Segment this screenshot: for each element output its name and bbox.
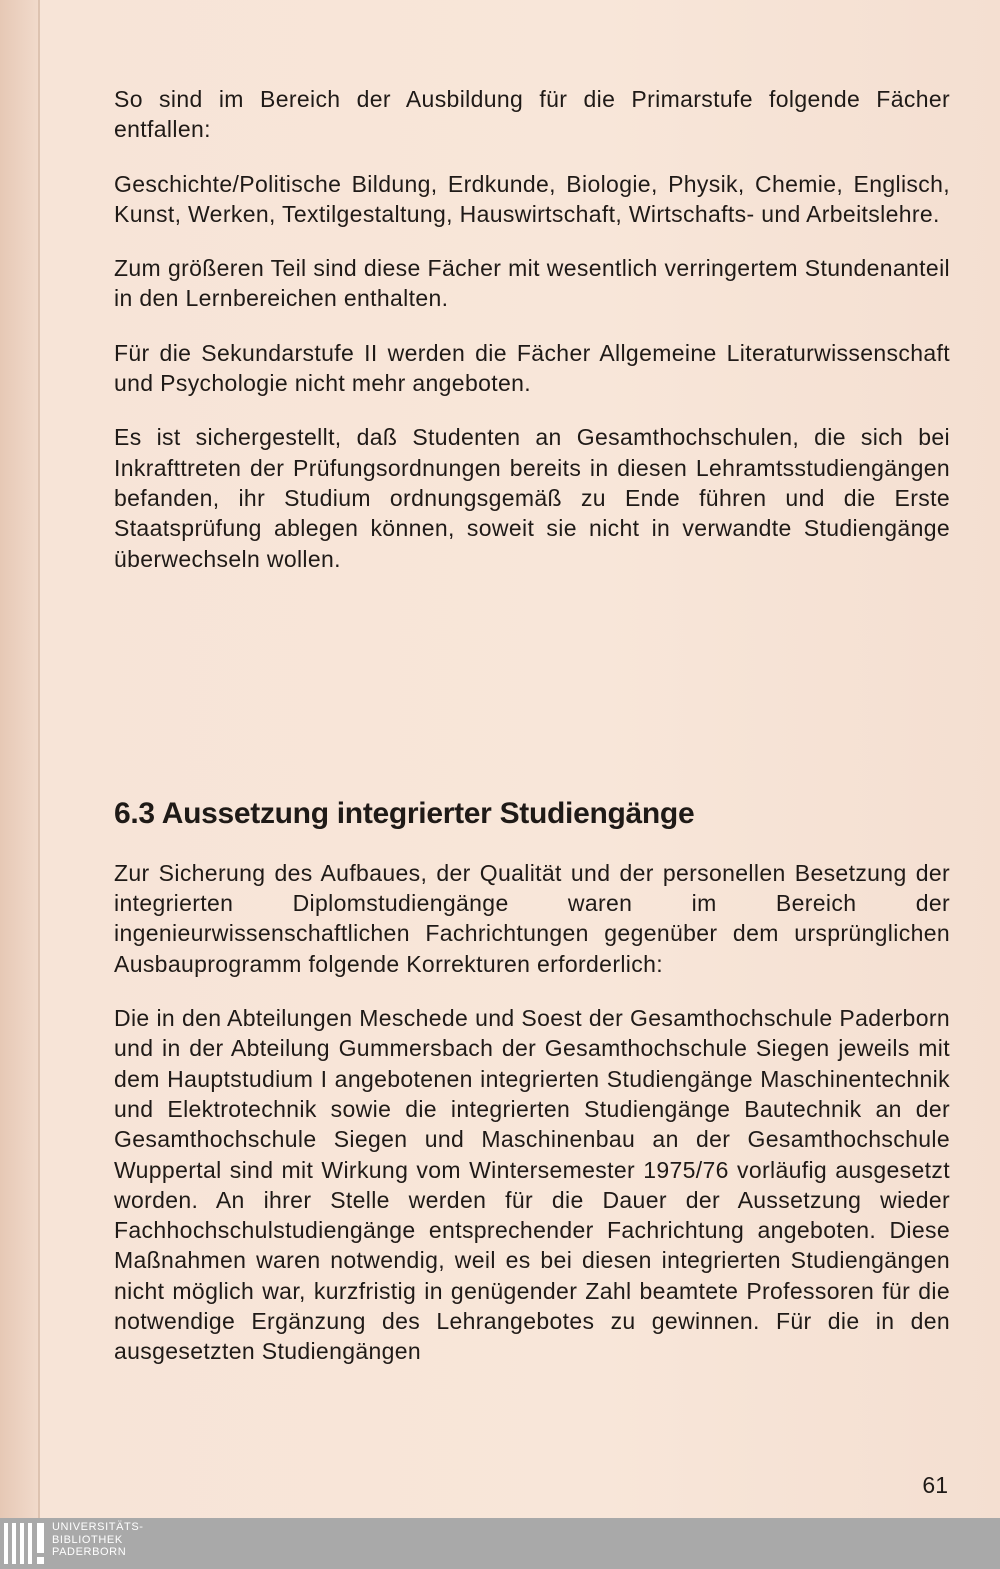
library-name xyxy=(52,1521,144,1559)
paragraph-sekundarstufe: Für die Sekundarstufe II werden die Fächer Allgemeine Literaturwissenschaft und Psychologie nicht mehr angeboten. xyxy=(114,339,950,397)
page-gutter xyxy=(0,0,38,1518)
page-number: 61 xyxy=(922,1472,948,1498)
paragraph-corrections: Zur Sicherung des Aufbaues, der Qualität und der personellen Besetzung der integrierten Diplomstudiengänge waren im Bereich der ingenieurwissenschaftlichen Fachrichtungen gegenüber dem ursprünglichen Ausbauprogramm folgende Korrekturen erforderlich: xyxy=(114,859,950,977)
paragraph-transition: Es ist sichergestellt, daß Studenten an Gesamthochschulen, die sich bei Inkrafttreten der Prüfungsordnungen bereits in diesen Lehramtsstudiengängen befanden, ihr Studium ordnungsgemäß zu Ende führen und die Erste Staatsprüfung ablegen können, soweit sie nicht in verwandte Studiengänge überwechseln wollen. xyxy=(114,424,950,572)
library-logo-icon xyxy=(4,1521,48,1566)
page-content xyxy=(114,84,950,1391)
binding-shadow xyxy=(38,0,40,1518)
library-name-line-1: UNIVERSITÄTS- xyxy=(52,1521,144,1533)
library-name-line-3: PADERBORN xyxy=(52,1546,127,1558)
library-name-line-2: BIBLIOTHEK xyxy=(52,1533,123,1546)
library-footer-bar xyxy=(0,1518,1000,1569)
paragraph-reduced-share: Zum größeren Teil sind diese Fächer mit wesentlich verringertem Stundenanteil in den Lernbereichen enthalten. xyxy=(114,255,950,312)
section-heading: 6.3 Aussetzung integrierter Studiengänge xyxy=(114,796,695,830)
paragraph-suspension: Die in den Abteilungen Meschede und Soest der Gesamthochschule Paderborn und in der Abteilung Gummersbach der Gesamthochschule Siegen jeweils mit dem Hauptstudium I angebotenen integrierten Studiengänge Maschinentechnik und Elektrotechnik sowie die integrierten Studiengänge Bautechnik an der Gesamthochschule Siegen und Maschinenbau an der Gesamthochschule Wuppertal sind mit Wirkung vom Wintersemester 1975/76 vorläufig ausgesetzt worden. An ihrer Stelle werden für die Dauer der Aussetzung wieder Fachhochschulstudiengänge entsprechender Fachrichtung angeboten. Diese Maßnahmen waren notwendig, weil es bei diesen integrierten Studiengängen nicht möglich war, kurzfristig in genügender Zahl beamtete Professoren für die notwendige Ergänzung des Lehrangebotes zu gewinnen. Für die in den ausgesetzten Studiengängen xyxy=(114,1005,950,1365)
paragraph-subject-list: Geschichte/Politische Bildung, Erdkunde, Biologie, Physik, Chemie, Englisch, Kunst, Werken, Textilgestaltung, Hauswirtschaft, Wirtschafts- und Arbeitslehre. xyxy=(114,170,950,227)
paragraph-intro: So sind im Bereich der Ausbildung für die Primarstufe folgende Fächer entfallen: xyxy=(114,86,950,143)
